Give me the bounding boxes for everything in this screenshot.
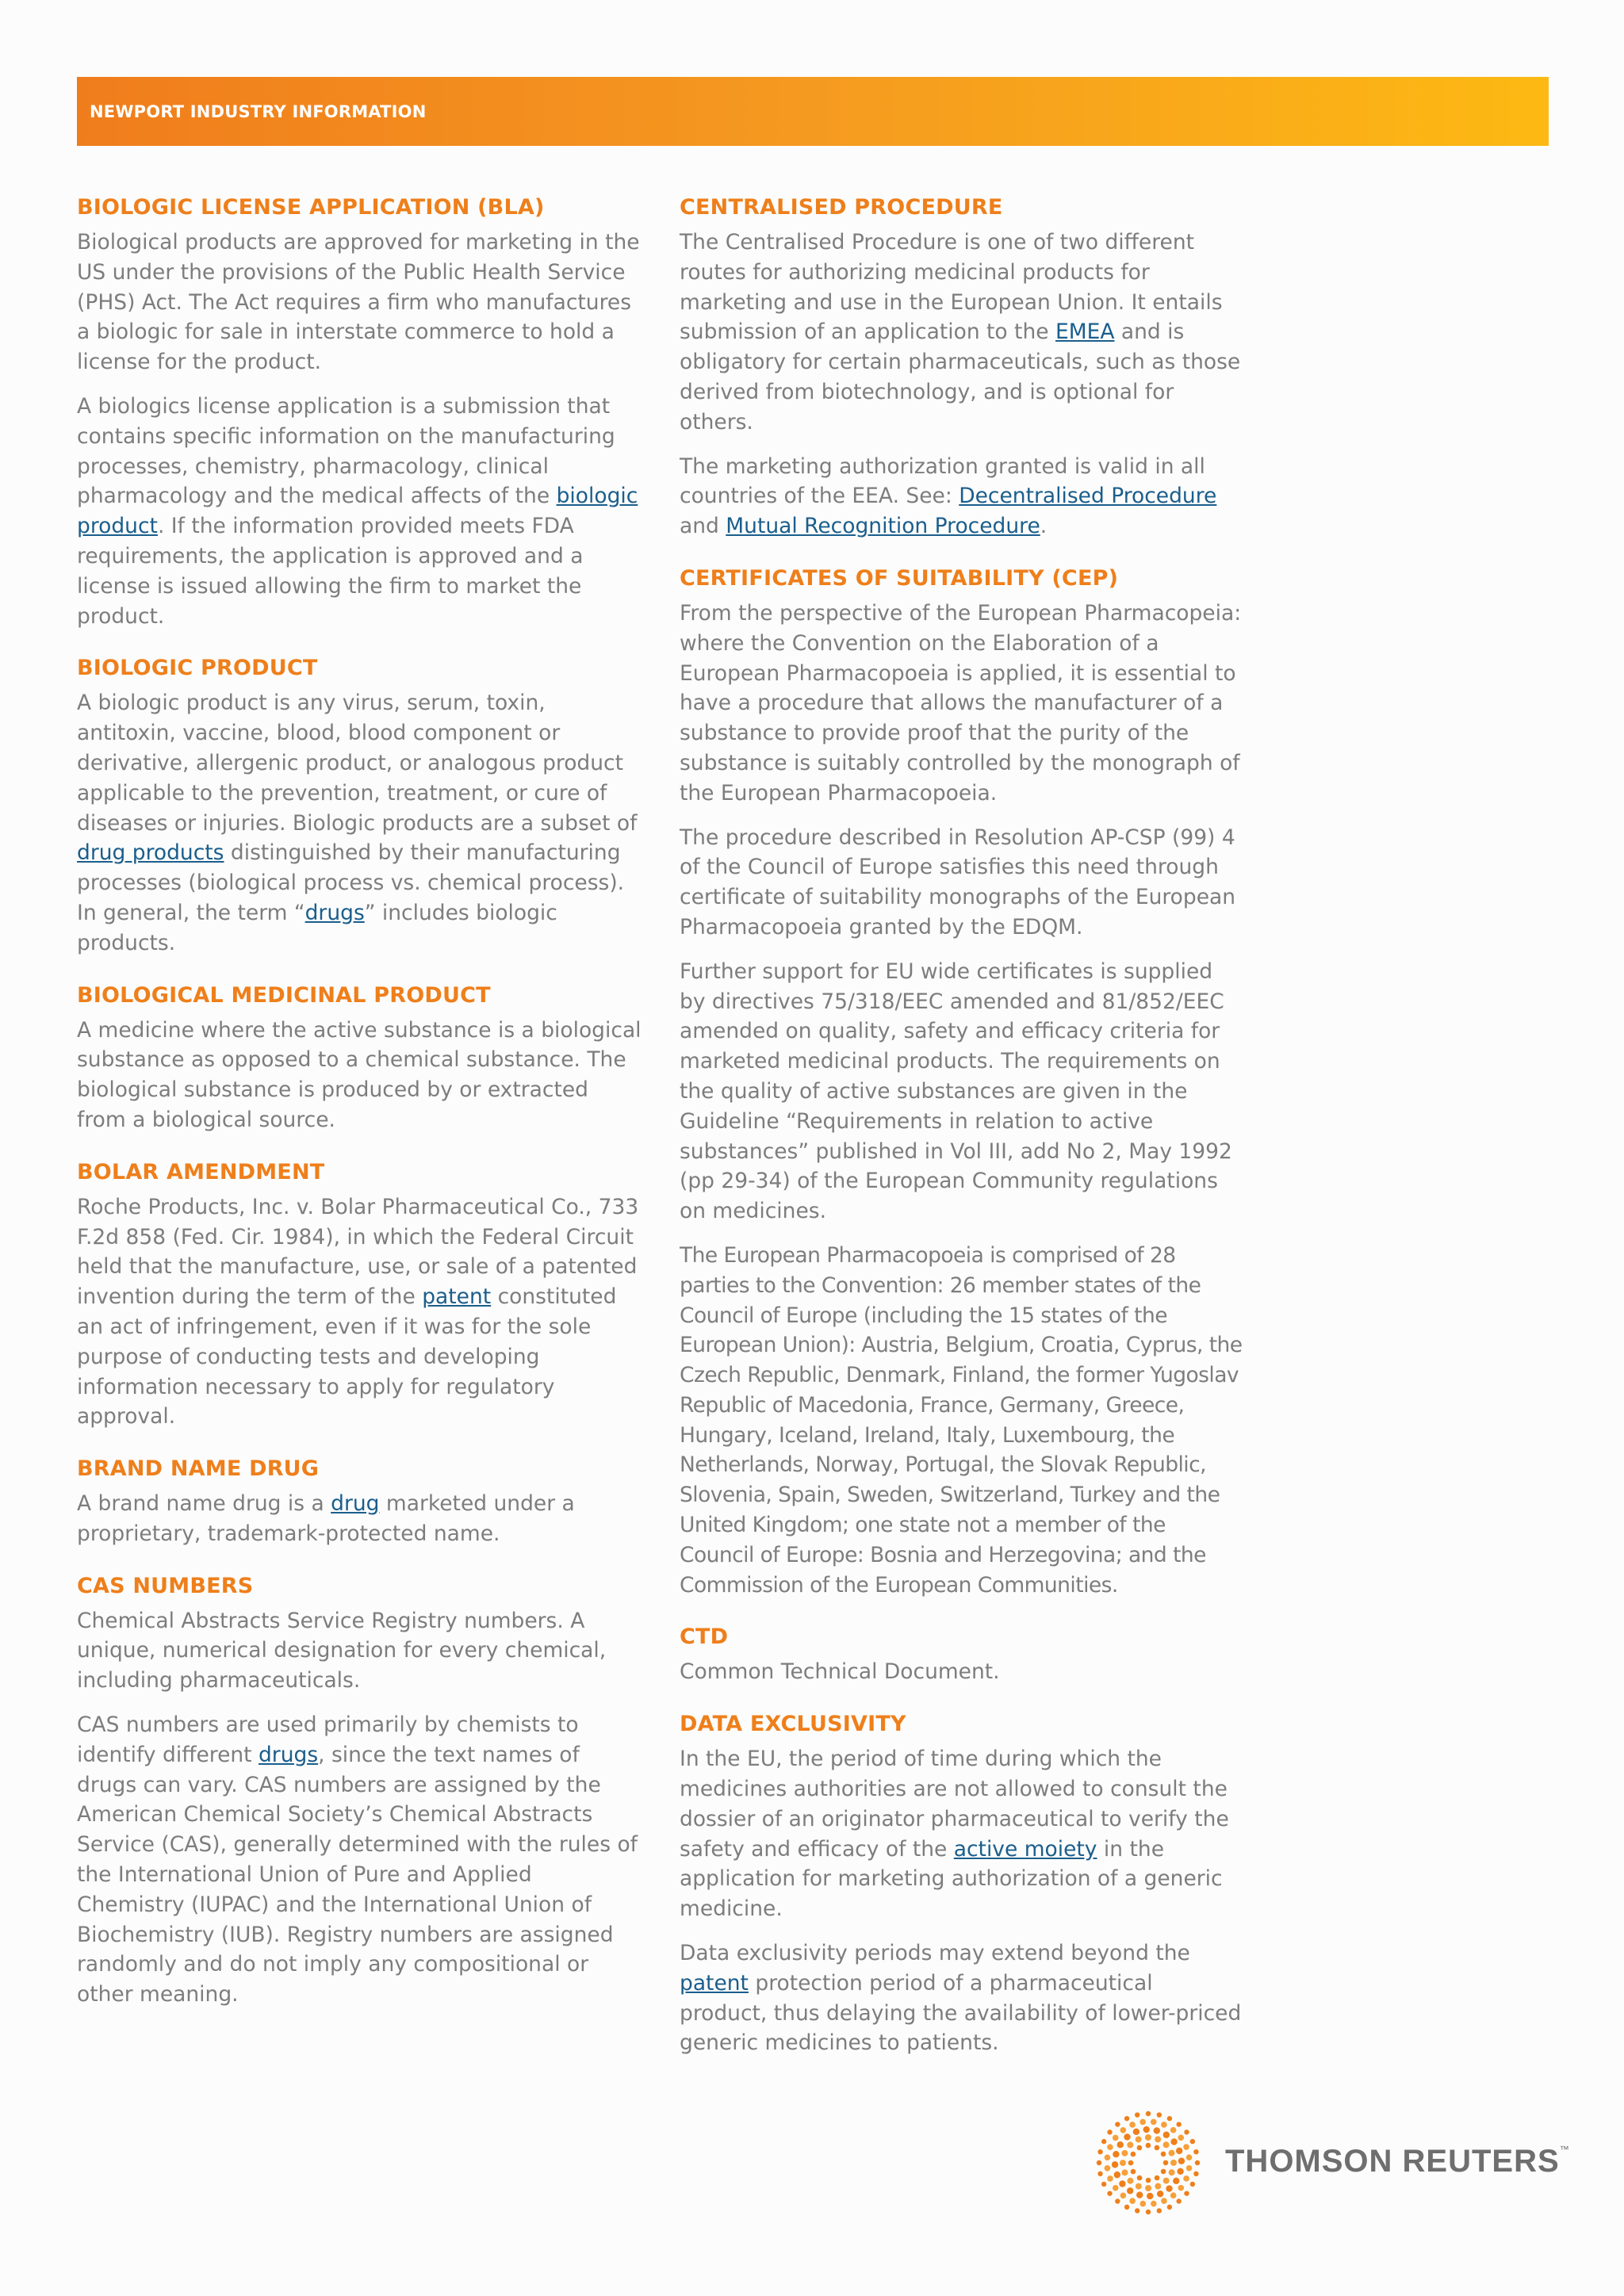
section-heading: BIOLOGIC PRODUCT [77, 656, 318, 681]
logo-dot [1177, 2168, 1183, 2175]
logo-dot [1137, 2175, 1143, 2181]
section-heading: BRAND NAME DRUG [77, 1456, 320, 1482]
logo-dot [1184, 2191, 1189, 2195]
logo-dot [1163, 2132, 1170, 2138]
logo-dot [1117, 2141, 1124, 2148]
logo-dot [1163, 2160, 1169, 2166]
logo-dot [1155, 2183, 1161, 2190]
section-heading: BIOLOGICAL MEDICINAL PRODUCT [77, 982, 491, 1008]
text-run: . If the information provided meets FDA requirements, the application is approved and a license is issued allowing the firm to market the product. [77, 514, 584, 629]
text-run: A biologics license application is a submission that contains specific information on the manufacturing processes, chemistry, pharmacology, clinical pharmacology and the medical affects of the [77, 393, 615, 509]
logo-dot [1119, 2180, 1125, 2187]
paragraph [77, 688, 642, 958]
logo-dot [1127, 2141, 1133, 2148]
logo-dot [1169, 2150, 1175, 2156]
section-heading: CENTRALISED PROCEDURE [680, 195, 1003, 220]
logo-dot [1170, 2127, 1177, 2133]
section-heading: DATA EXCLUSIVITY [680, 1712, 906, 1737]
paragraph: The procedure described in Resolution AP-CSP (99) 4 of the Council of Europe satisfies this need through certificate of suitability monographs of the European Pharmacopoeia granted by the EDQM. [680, 825, 1236, 939]
link-patent[interactable]: patent [422, 1284, 492, 1310]
logo-text: THOMSON REUTERS [1225, 2144, 1560, 2179]
logo-dot [1127, 2178, 1133, 2184]
logo-dot [1120, 2192, 1127, 2198]
text-run: marketed under a proprietary, trademark-protected name. [77, 1491, 575, 1546]
logo-dot [1146, 2111, 1151, 2116]
logo-dot [1136, 2136, 1142, 2142]
logo-dot [1113, 2185, 1119, 2191]
right-column [680, 194, 1244, 2082]
logo-dot [1161, 2122, 1167, 2128]
header-banner [77, 77, 1549, 146]
section-heading: CTD [680, 1624, 729, 1650]
logo-dot [1113, 2151, 1119, 2157]
text-run: A brand name drug is a [77, 1491, 331, 1517]
logo-dot [1145, 2185, 1151, 2191]
link-drugs[interactable]: drugs [258, 1742, 319, 1767]
logo-dot [1151, 2119, 1157, 2126]
text-run: and is obligatory for certain pharmaceuticals, such as those derived from biotechnology, and is optional for others. [680, 320, 1241, 434]
section-heading: BIOLOGIC LICENSE APPLICATION (BLA) [77, 195, 545, 220]
logo-dot [1170, 2160, 1177, 2166]
logo-dot [1178, 2158, 1185, 2164]
logo-dot [1097, 2149, 1102, 2154]
logo-dot [1157, 2112, 1162, 2117]
text-run: The marketing authorization granted is valid in all countries of the EEA. See: [680, 453, 1205, 509]
logo-dot [1176, 2148, 1182, 2154]
logo-dot [1115, 2198, 1120, 2203]
logo-dot [1178, 2135, 1184, 2141]
logo-dot [1112, 2161, 1118, 2168]
section-biologic-product [77, 655, 642, 958]
logo-dot [1121, 2150, 1128, 2156]
paragraph: Biological products are approved for marketing in the US under the provisions of the Public Health Service (PHS) Act. The Act requires a firm who manufactures a biologic for sale in interstate commerce to hold a license for the product. [77, 230, 640, 375]
logo-dot [1135, 2112, 1139, 2117]
logo-dot [1146, 2143, 1151, 2149]
logo-dot [1124, 2133, 1130, 2140]
paragraph [680, 1938, 1244, 2058]
logo-dot [1193, 2149, 1198, 2154]
logo-dot [1167, 2116, 1172, 2121]
link-mutual-recognition-procedure[interactable]: Mutual Recognition Procedure [726, 514, 1040, 539]
logo-dot [1139, 2201, 1146, 2207]
link-drug[interactable]: drug [331, 1491, 380, 1517]
paragraph [680, 1744, 1244, 1924]
logo-dot [1155, 2175, 1160, 2181]
logo-dot [1154, 2127, 1160, 2133]
text-run: protection period of a pharmaceutical product, thus delaying the availability of lower-priced generic medicines to patients. [680, 1970, 1242, 2056]
logo-dot [1129, 2122, 1136, 2128]
section-centralised-procedure [680, 194, 1244, 541]
section-heading: CERTIFICATES OF SUITABILITY (CEP) [680, 565, 1119, 591]
logo-dot [1107, 2144, 1113, 2150]
text-run: distinguished by their manufacturing processes (biological process vs. chemical process). In general, the term “ [77, 840, 625, 925]
section-bolar-amendment [77, 1159, 642, 1432]
link-biologic-product[interactable]: biologic product [77, 484, 638, 539]
logo-dot [1183, 2144, 1189, 2150]
text-run: Roche Products, Inc. v. Bolar Pharmaceutical Co., 733 F.2d 858 (Fed. Cir. 1984), in which the Federal Circuit held that the manufacture, use, or sale of a patented invention during the term of the [77, 1194, 639, 1310]
logo-dot [1161, 2152, 1166, 2157]
logo-dot [1195, 2160, 1200, 2165]
logo-dot [1176, 2122, 1181, 2126]
header-title: NEWPORT INDUSTRY INFORMATION [90, 102, 427, 121]
logo-dot [1145, 2134, 1151, 2141]
logo-dot [1170, 2138, 1177, 2145]
logo-dot [1184, 2130, 1189, 2134]
logo-dot [1135, 2208, 1139, 2213]
paragraph [77, 392, 642, 631]
logo-dot [1183, 2175, 1189, 2182]
logo-dot [1107, 2191, 1112, 2195]
logo-dot [1107, 2130, 1112, 2134]
logo-dot [1155, 2136, 1161, 2142]
section-cas-numbers [77, 1573, 642, 2010]
logo-dot [1161, 2198, 1167, 2204]
logo-dot [1133, 2129, 1139, 2135]
logo-dot [1146, 2178, 1151, 2183]
logo-wordmark [1225, 2144, 1570, 2179]
link-active-moiety[interactable]: active moiety [953, 1836, 1097, 1862]
text-run: , since the text names of drugs can vary. CAS numbers are assigned by the American Chemical Society’s Chemical Abstracts Service (CAS), generally determined with the rules of the International Union of Pure and Applied Chemistry (IUPAC) and the International Union of Biochemistry (IUB). Registry numbers are assigned randomly and do not imply any compositional or other meaning. [77, 1742, 638, 2007]
logo-dot [1105, 2154, 1111, 2160]
section-heading: CAS NUMBERS [77, 1573, 254, 1598]
text-run: The Centralised Procedure is one of two different routes for authorizing medicinal products for marketing and use in the European Union. It entails submission of an application to the [680, 230, 1223, 345]
thomson-reuters-dot-sphere-icon [1094, 2109, 1202, 2217]
section-heading: BOLAR AMENDMENT [77, 1159, 325, 1184]
logo-dot [1161, 2169, 1166, 2175]
text-run: . [1040, 514, 1048, 539]
logo-dot [1186, 2154, 1193, 2160]
logo-dot [1166, 2185, 1172, 2191]
section-biological-medicinal-product [77, 982, 642, 1135]
logo-dot [1101, 2182, 1106, 2187]
logo-dot [1124, 2116, 1129, 2121]
paragraph: The European Pharmacopoeia is comprised of 28 parties to the Convention: 26 member states of the Council of Europe (including the 15 states of the European Union): Austria, Belgium, Croatia, Cyprus, the Czech Republic, Denmark, Finland, the former Yugoslav Republic of Macedonia, France, Germany, Greece, Hungary, Iceland, Ireland, Italy, Luxembourg, the Netherlands, Norway, Portugal, the Slovak Republic, Slovenia, Spain, Sweden, Switzerland, Turkey and the United Kingdom; one state not a member of the Council of Europe: Bosnia and Herzegovina; and the Commission of the European Communities. [680, 1242, 1243, 1598]
logo-dot [1163, 2178, 1170, 2184]
logo-dot [1120, 2160, 1126, 2166]
section-data-exclusivity [680, 1711, 1244, 2058]
paragraph: Further support for EU wide certificates is supplied by directives 75/318/EEC amended and 81/852/EEC amended on quality, safety and efficacy criteria for marketed medicinal products. The requirements on the quality of active substances are given in the Guideline “Requirements in relation to active substances” published in Vol III, add No 2, May 1992 (pp 29-34) of the European Community regulations on medicines. [680, 959, 1232, 1224]
logo-dot [1167, 2205, 1172, 2210]
link-drug-products[interactable]: drug products [77, 840, 224, 866]
logo-dot [1143, 2126, 1150, 2133]
logo-dot [1170, 2192, 1177, 2198]
section-cep [680, 565, 1244, 1601]
logo-dot [1139, 2119, 1146, 2126]
logo-dot [1163, 2141, 1170, 2148]
section-bla [77, 194, 642, 631]
logo-dot [1190, 2182, 1195, 2187]
link-patent[interactable]: patent [680, 1970, 749, 1996]
logo-dot [1157, 2191, 1163, 2197]
text-run: in the application for marketing authorization of a generic medicine. [680, 1836, 1223, 1922]
link-drugs[interactable]: drugs [304, 900, 365, 925]
logo-dot [1157, 2208, 1162, 2213]
logo-dot [1151, 2201, 1157, 2207]
link-emea[interactable]: EMEA [1055, 320, 1115, 345]
logo-dot [1155, 2145, 1160, 2151]
link-decentralised-procedure[interactable]: Decentralised Procedure [959, 484, 1217, 509]
logo-dot [1121, 2169, 1128, 2175]
logo-dot [1107, 2175, 1113, 2182]
paragraph: A medicine where the active substance is a biological substance as opposed to a chemical substance. The biological substance is produced by or extracted from a biological source. [77, 1017, 642, 1132]
text-run: constituted an act of infringement, even if it was for the sole purpose of conducting tests and developing information necessary to apply for regulatory approval. [77, 1284, 617, 1429]
logo-dot [1097, 2160, 1101, 2165]
text-run: A biologic product is any virus, serum, toxin, antitoxin, vaccine, blood, blood component or derivative, allergenic product, or analogous product applicable to the prevention, treatment, or cure of diseases or injuries. Biologic products are a subset of [77, 691, 638, 836]
logo-dot [1193, 2172, 1198, 2176]
logo-dot [1097, 2172, 1102, 2176]
logo-dot [1105, 2165, 1111, 2172]
logo-dot [1169, 2169, 1175, 2175]
text-run: ” includes biologic products. [77, 900, 557, 955]
left-column [77, 194, 642, 2034]
logo-dot [1146, 2210, 1151, 2214]
logo-dot [1178, 2185, 1184, 2191]
logo-dot [1113, 2135, 1119, 2141]
paragraph: Chemical Abstracts Service Registry numbers. A unique, numerical designation for every chemical, including pharmaceuticals. [77, 1608, 607, 1693]
logo-dot [1120, 2127, 1127, 2133]
section-brand-name-drug [77, 1456, 642, 1549]
logo-dot [1131, 2152, 1136, 2157]
section-ctd [680, 1624, 1244, 1687]
logo-dot [1124, 2205, 1129, 2210]
paragraph [77, 1710, 642, 2010]
thomson-reuters-logo [1094, 2109, 1570, 2220]
paragraph [680, 228, 1244, 438]
logo-dot [1131, 2169, 1136, 2175]
logo-dot [1114, 2172, 1120, 2178]
paragraph: Common Technical Document. [680, 1659, 1000, 1685]
text-run: and [680, 514, 726, 539]
logo-dot [1128, 2160, 1134, 2166]
logo-dot [1136, 2191, 1143, 2198]
logo-dot [1101, 2139, 1106, 2144]
logo-dot [1147, 2193, 1153, 2199]
logo-dot [1173, 2178, 1179, 2184]
paragraph: From the perspective of the European Pharmacopeia: where the Convention on the Elaboration of a European Pharmacopoeia is applied, it is essential to have a procedure that allows the manufacturer of a substance to provide proof that the purity of the substance is suitably controlled by the monograph of the European Pharmacopoeia. [680, 600, 1242, 806]
logo-dot [1136, 2183, 1142, 2190]
paragraph [77, 1192, 642, 1432]
text-run: CAS numbers are used primarily by chemists to identify different [77, 1712, 579, 1767]
logo-dot [1127, 2187, 1133, 2194]
text-run: Data exclusivity periods may extend beyond the [680, 1941, 1190, 1966]
logo-dot [1176, 2198, 1181, 2203]
logo-dot [1186, 2165, 1193, 2172]
paragraph [77, 1489, 642, 1549]
trademark-symbol: ™ [1559, 2144, 1570, 2155]
logo-dot [1137, 2145, 1143, 2151]
logo-dot [1129, 2198, 1136, 2204]
logo-dot [1190, 2139, 1195, 2144]
paragraph [680, 452, 1244, 541]
text-run: In the EU, the period of time during which the medicines authorities are not allowed to consult the dossier of an originator pharmaceutical to verify the safety and efficacy of the [680, 1747, 1229, 1862]
logo-dot [1115, 2122, 1120, 2126]
